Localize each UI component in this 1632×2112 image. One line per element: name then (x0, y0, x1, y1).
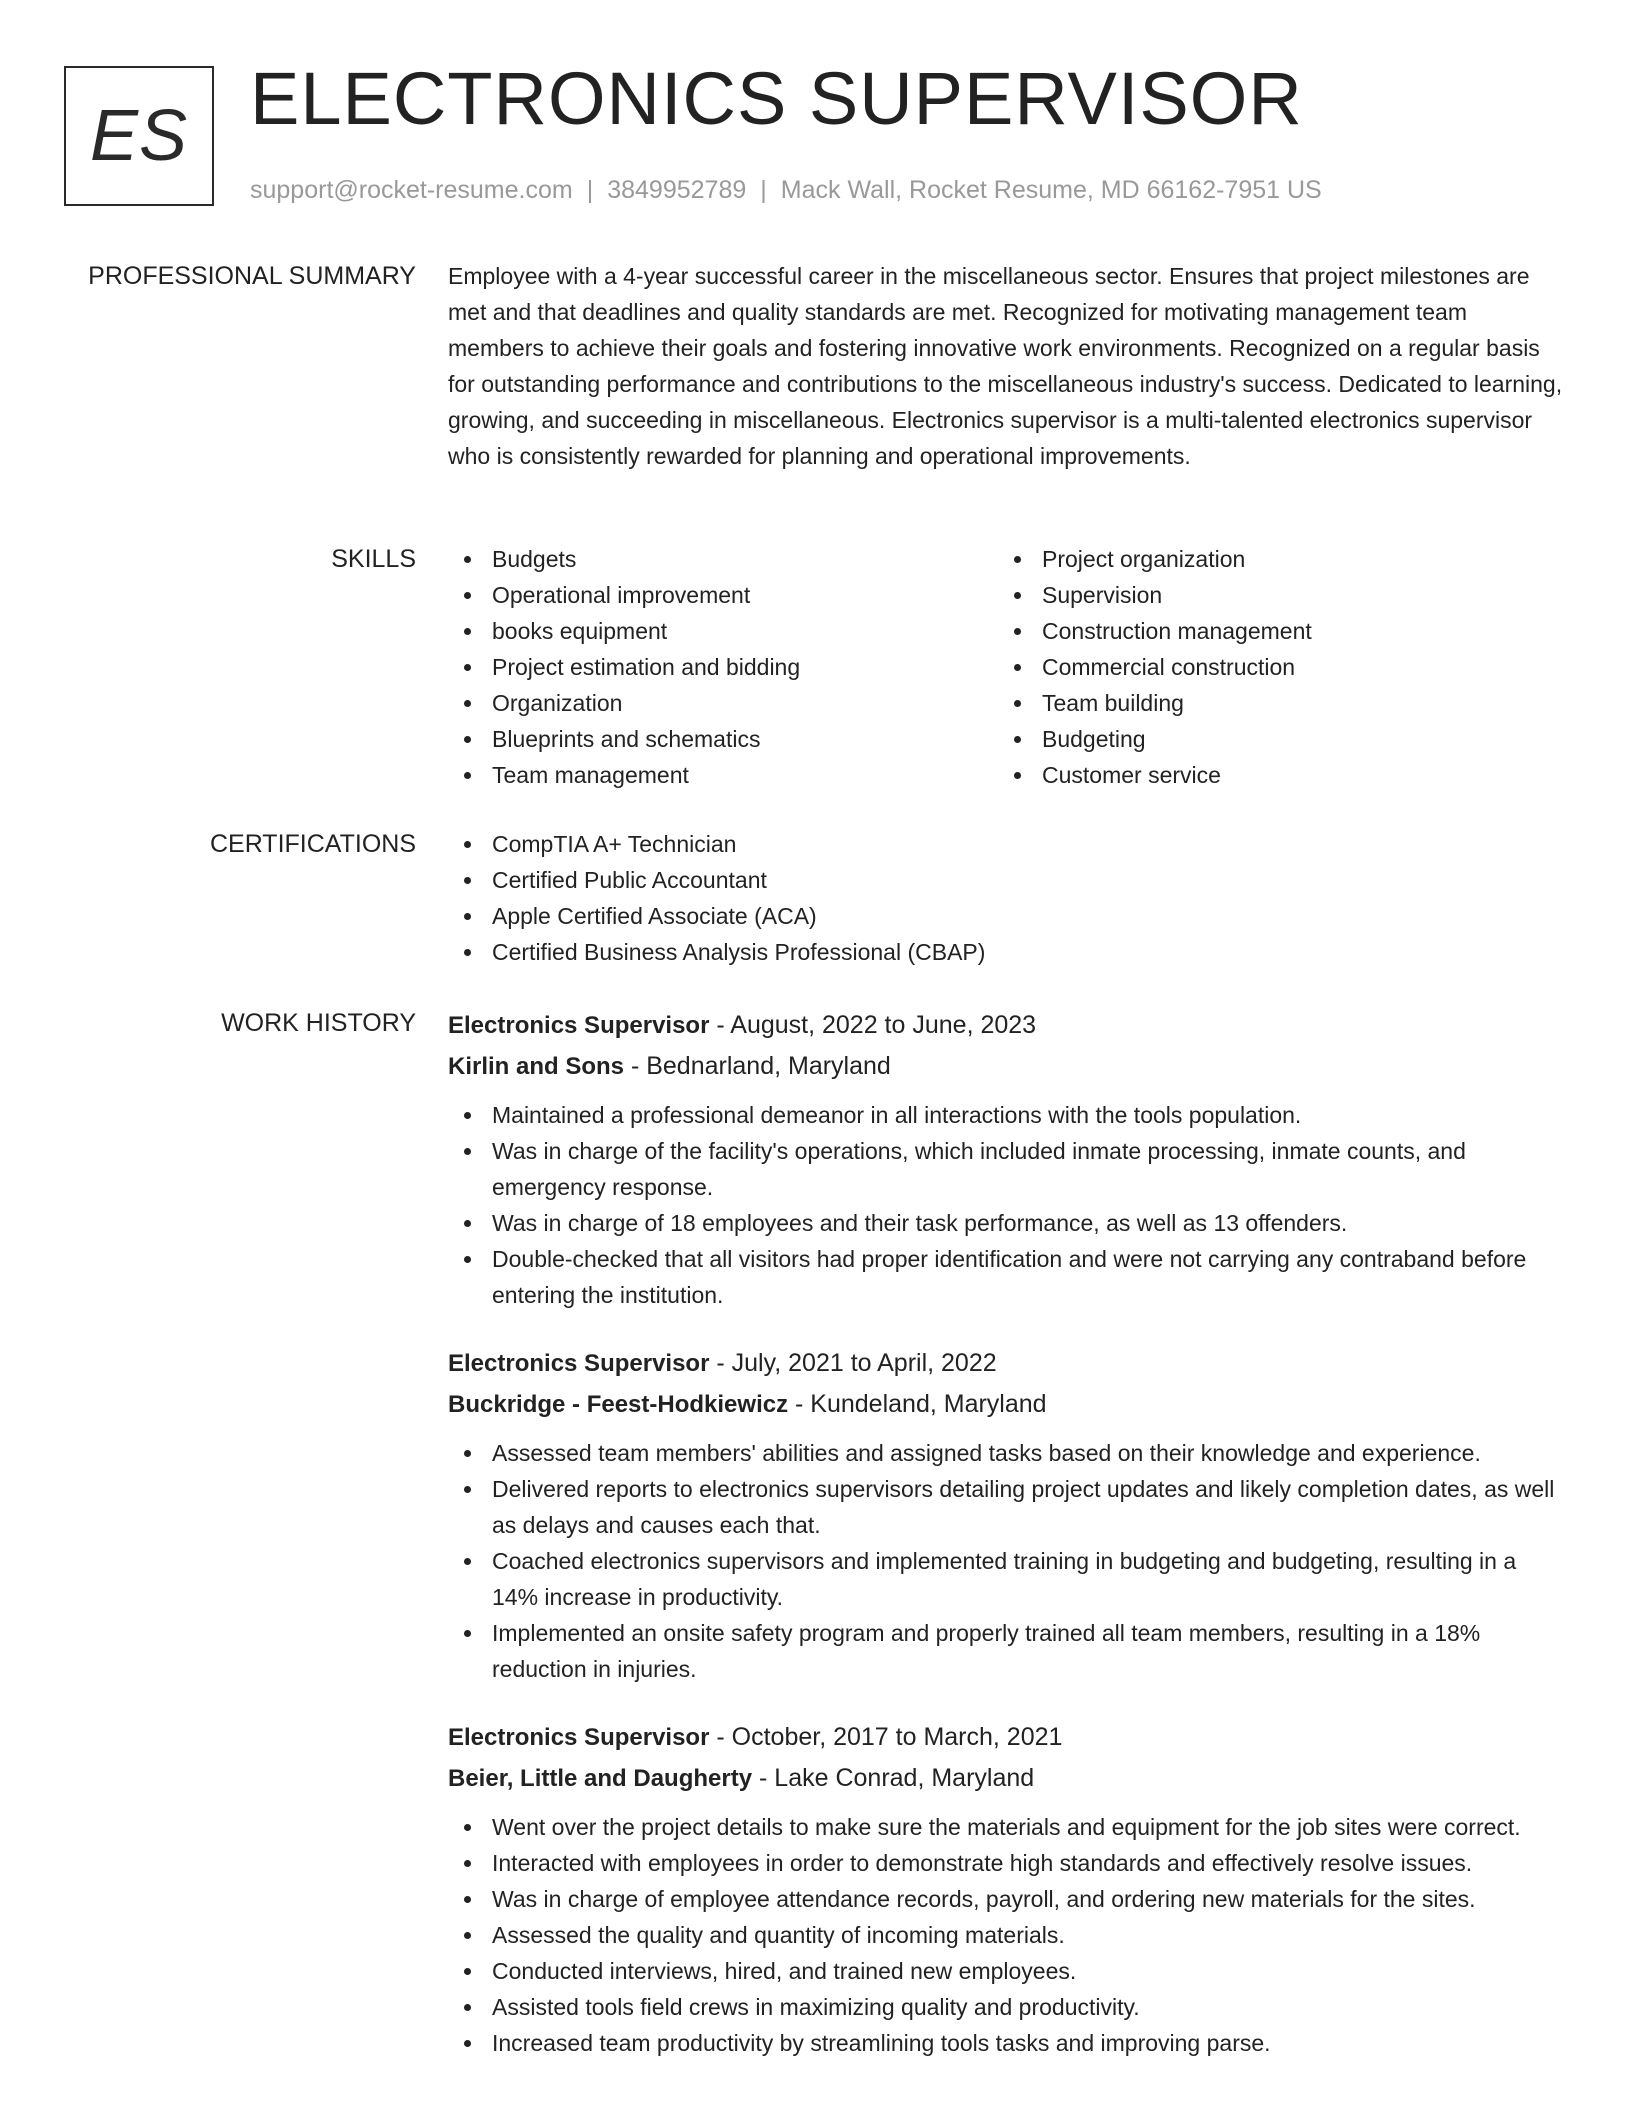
job-dates: - October, 2017 to March, 2021 (709, 1723, 1063, 1751)
job-bullet: Was in charge of employee attendance records, payroll, and ordering new materials for the sites. (448, 1881, 1568, 1917)
job-dates: - July, 2021 to April, 2022 (709, 1349, 997, 1377)
job-bullet: Assessed team members' abilities and assigned tasks based on their knowledge and experience. (448, 1435, 1568, 1471)
certification-item: Apple Certified Associate (ACA) (448, 898, 1568, 934)
skill-item: Supervision (998, 577, 1548, 613)
skill-item: Team management (448, 757, 998, 793)
summary-text: Employee with a 4-year successful career in the miscellaneous sector. Ensures that project milestones are met and that deadlines and quality standards are met. Recognized for motivating management team members to achieve their goals and fostering innovative work environments. Recognized on a regular basis for outstanding performance and contributions to the miscellaneous industry's success. Dedicated to learning, growing, and succeeding in miscellaneous. Electronics supervisor is a multi-talented electronics supervisor who is consistently rewarded for planning and operational improvements. (448, 263, 1563, 469)
skills-list-right (998, 541, 1548, 793)
job-title-line (448, 1005, 1568, 1046)
summary-heading: PROFESSIONAL SUMMARY (88, 262, 416, 290)
work-history-heading: WORK HISTORY (221, 1009, 416, 1037)
skill-item: Project organization (998, 541, 1548, 577)
contact-address: Mack Wall, Rocket Resume, MD 66162-7951 US (780, 176, 1322, 204)
skills-list-left (448, 541, 998, 793)
job-company: Beier, Little and Daugherty (448, 1765, 753, 1792)
skill-item: Operational improvement (448, 577, 998, 613)
certifications-list (448, 826, 1568, 970)
job-company: Buckridge - Feest-Hodkiewicz (448, 1391, 789, 1418)
skill-item: Construction management (998, 613, 1548, 649)
skills-heading: SKILLS (331, 545, 416, 573)
job-bullet-list (448, 1435, 1568, 1687)
certification-item: Certified Business Analysis Professional (CBAP) (448, 934, 1568, 970)
job-bullet: Maintained a professional demeanor in all interactions with the tools population. (448, 1097, 1568, 1133)
job-location: - Bednarland, Maryland (624, 1052, 891, 1080)
job-bullet: Was in charge of 18 employees and their task performance, as well as 13 offenders. (448, 1205, 1568, 1241)
job-bullet: Went over the project details to make sure the materials and equipment for the job sites were correct. (448, 1809, 1568, 1845)
skill-item: Budgeting (998, 721, 1548, 757)
job-bullet: Assisted tools field crews in maximizing quality and productivity. (448, 1989, 1568, 2025)
job-bullet: Implemented an onsite safety program and properly trained all team members, resulting in a 18% reduction in injuries. (448, 1615, 1568, 1687)
page-title: ELECTRONICS SUPERVISOR (250, 57, 1303, 140)
monogram-logo: ES (64, 66, 214, 206)
skill-item: Blueprints and schematics (448, 721, 998, 757)
work-history-body (448, 1005, 1568, 2091)
job-entry (448, 1343, 1568, 1687)
job-bullet: Increased team productivity by streamlining tools tasks and improving parse. (448, 2025, 1568, 2061)
job-company-line (448, 1046, 1568, 1087)
skill-item: Commercial construction (998, 649, 1548, 685)
skill-item: books equipment (448, 613, 998, 649)
job-bullet: Was in charge of the facility's operations, which included inmate processing, inmate counts, and emergency response. (448, 1133, 1568, 1205)
job-bullet-list (448, 1097, 1568, 1313)
job-dates: - August, 2022 to June, 2023 (709, 1011, 1037, 1039)
job-bullet: Interacted with employees in order to demonstrate high standards and effectively resolve issues. (448, 1845, 1568, 1881)
contact-separator: | (760, 176, 767, 204)
job-entry (448, 1717, 1568, 2061)
job-company-line (448, 1758, 1568, 1799)
certification-item: CompTIA A+ Technician (448, 826, 1568, 862)
certification-item: Certified Public Accountant (448, 862, 1568, 898)
summary-body (448, 258, 1568, 474)
job-bullet: Double-checked that all visitors had proper identification and were not carrying any contraband before entering the institution. (448, 1241, 1568, 1313)
job-company: Kirlin and Sons (448, 1053, 625, 1080)
certifications-body (448, 826, 1568, 970)
job-title: Electronics Supervisor (448, 1724, 710, 1751)
job-bullet: Conducted interviews, hired, and trained new employees. (448, 1953, 1568, 1989)
contact-line (250, 176, 1322, 205)
contact-separator: | (586, 176, 594, 204)
job-entry (448, 1005, 1568, 1313)
job-title: Electronics Supervisor (448, 1012, 710, 1039)
job-title: Electronics Supervisor (448, 1350, 710, 1377)
job-title-line (448, 1717, 1568, 1758)
skill-item: Customer service (998, 757, 1548, 793)
contact-email[interactable]: support@rocket-resume.com (250, 176, 573, 204)
job-bullet: Delivered reports to electronics supervisors detailing project updates and likely completion dates, as well as delays and causes each that. (448, 1471, 1568, 1543)
skill-item: Project estimation and bidding (448, 649, 998, 685)
job-title-line (448, 1343, 1568, 1384)
job-bullet-list (448, 1809, 1568, 2061)
job-location: - Kundeland, Maryland (788, 1390, 1047, 1418)
skill-item: Organization (448, 685, 998, 721)
skill-item: Team building (998, 685, 1548, 721)
job-company-line (448, 1384, 1568, 1425)
skill-item: Budgets (448, 541, 998, 577)
certifications-heading: CERTIFICATIONS (209, 830, 416, 858)
job-bullet: Coached electronics supervisors and implemented training in budgeting and budgeting, resulting in a 14% increase in productivity. (448, 1543, 1568, 1615)
skills-body (448, 541, 1568, 793)
job-location: - Lake Conrad, Maryland (752, 1764, 1035, 1792)
contact-phone[interactable]: 3849952789 (607, 176, 747, 204)
job-bullet: Assessed the quality and quantity of incoming materials. (448, 1917, 1568, 1953)
